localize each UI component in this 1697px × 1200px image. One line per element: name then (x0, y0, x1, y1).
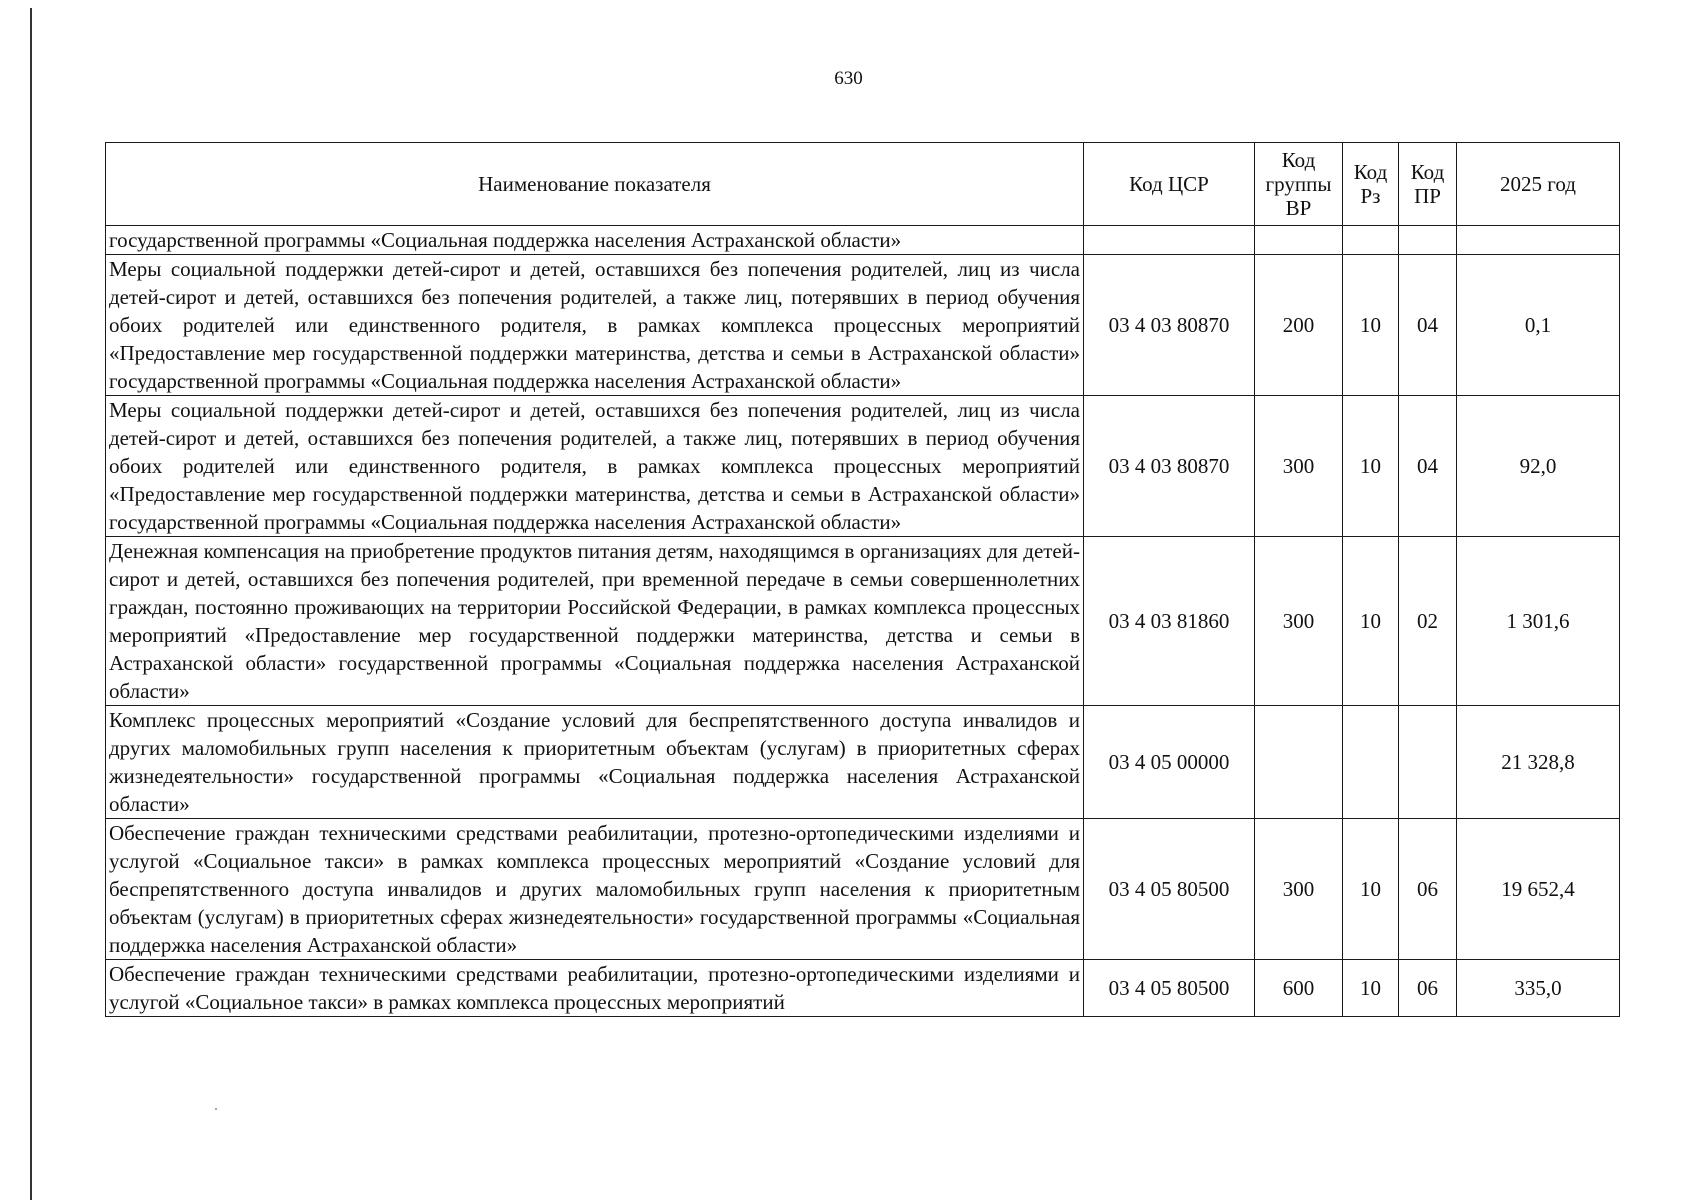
row-name: Меры социальной поддержки детей-сирот и детей, оставшихся без попечения родителей, лиц из числа детей-сирот и детей, оставшихся без попечения родителей, а также лиц, потерявших в период обучения обоих родителей или единственного родителя, в рамках комплекса процессных мероприятий «Предоставление мер государственной поддержки материнства, детства и семьи в Астраханской области» государственной программы «Социальная поддержка населения Астраханской области» (106, 255, 1084, 396)
row-vr: 300 (1255, 819, 1343, 960)
row-name: Комплекс процессных мероприятий «Создание условий для беспрепятственного доступа инвалидов и других маломобильных групп населения к приоритетным объектам (услугам) в приоритетных сферах жизнедеятельности» государственной программы «Социальная поддержка населения Астраханской области» (106, 706, 1084, 819)
page-number: 630 (834, 68, 863, 89)
row-vr (1255, 706, 1343, 819)
table-row (106, 706, 1620, 819)
row-name: Обеспечение граждан техническими средствами реабилитации, протезно-ортопедическими изделиями и услугой «Социальное такси» в рамках комплекса процессных мероприятий (106, 960, 1084, 1017)
row-vr: 200 (1255, 255, 1343, 396)
row-pr: 04 (1399, 396, 1457, 537)
header-csr: Код ЦСР (1084, 143, 1255, 226)
header-year: 2025 год (1457, 143, 1620, 226)
row-vr: 300 (1255, 537, 1343, 706)
row-rz: 10 (1343, 537, 1399, 706)
continuation-text: государственной программы «Социальная поддержка населения Астраханской области» (106, 226, 1084, 255)
row-csr: 03 4 05 00000 (1084, 706, 1255, 819)
row-amount: 19 652,4 (1457, 819, 1620, 960)
row-pr (1399, 706, 1457, 819)
row-amount: 0,1 (1457, 255, 1620, 396)
table-row (106, 960, 1620, 1017)
budget-table (105, 142, 1620, 1017)
row-pr: 06 (1399, 960, 1457, 1017)
row-name: Меры социальной поддержки детей-сирот и детей, оставшихся без попечения родителей, лиц из числа детей-сирот и детей, оставшихся без попечения родителей, а также лиц, потерявших в период обучения обоих родителей или единственного родителя, в рамках комплекса процессных мероприятий «Предоставление мер государственной поддержки материнства, детства и семьи в Астраханской области» государственной программы «Социальная поддержка населения Астраханской области» (106, 396, 1084, 537)
header-name: Наименование показателя (106, 143, 1084, 226)
row-vr: 600 (1255, 960, 1343, 1017)
row-amount: 1 301,6 (1457, 537, 1620, 706)
row-rz: 10 (1343, 255, 1399, 396)
row-csr: 03 4 05 80500 (1084, 819, 1255, 960)
row-rz: 10 (1343, 960, 1399, 1017)
row-rz: 10 (1343, 396, 1399, 537)
row-pr: 06 (1399, 819, 1457, 960)
continuation-row (106, 226, 1620, 255)
header-row (106, 143, 1620, 226)
table-row (106, 255, 1620, 396)
table-row (106, 819, 1620, 960)
row-rz: 10 (1343, 819, 1399, 960)
row-rz (1343, 706, 1399, 819)
table-row (106, 396, 1620, 537)
header-pr: Код ПР (1399, 143, 1457, 226)
row-amount: 92,0 (1457, 396, 1620, 537)
row-amount: 21 328,8 (1457, 706, 1620, 819)
row-name: Денежная компенсация на приобретение продуктов питания детям, находящимся в организациях для детей-сирот и детей, оставшихся без попечения родителей, при временной передаче в семьи совершеннолетних граждан, постоянно проживающих на территории Российской Федерации, в рамках комплекса процессных мероприятий «Предоставление мер государственной поддержки материнства, детства и семьи в Астраханской области» государственной программы «Социальная поддержка населения Астраханской области» (106, 537, 1084, 706)
table-row (106, 537, 1620, 706)
row-vr: 300 (1255, 396, 1343, 537)
row-pr: 02 (1399, 537, 1457, 706)
row-csr: 03 4 03 81860 (1084, 537, 1255, 706)
row-csr: 03 4 03 80870 (1084, 396, 1255, 537)
header-vr: Код группы ВР (1255, 143, 1343, 226)
row-csr: 03 4 05 80500 (1084, 960, 1255, 1017)
row-csr: 03 4 03 80870 (1084, 255, 1255, 396)
row-pr: 04 (1399, 255, 1457, 396)
scan-speck (215, 1108, 217, 1110)
row-name: Обеспечение граждан техническими средствами реабилитации, протезно-ортопедическими изделиями и услугой «Социальное такси» в рамках комплекса процессных мероприятий «Создание условий для беспрепятственного доступа инвалидов и других маломобильных групп населения к приоритетным объектам (услугам) в приоритетных сферах жизнедеятельности» государственной программы «Социальная поддержка населения Астраханской области» (106, 819, 1084, 960)
header-rz: Код Рз (1343, 143, 1399, 226)
row-amount: 335,0 (1457, 960, 1620, 1017)
binding-line (30, 8, 32, 1200)
